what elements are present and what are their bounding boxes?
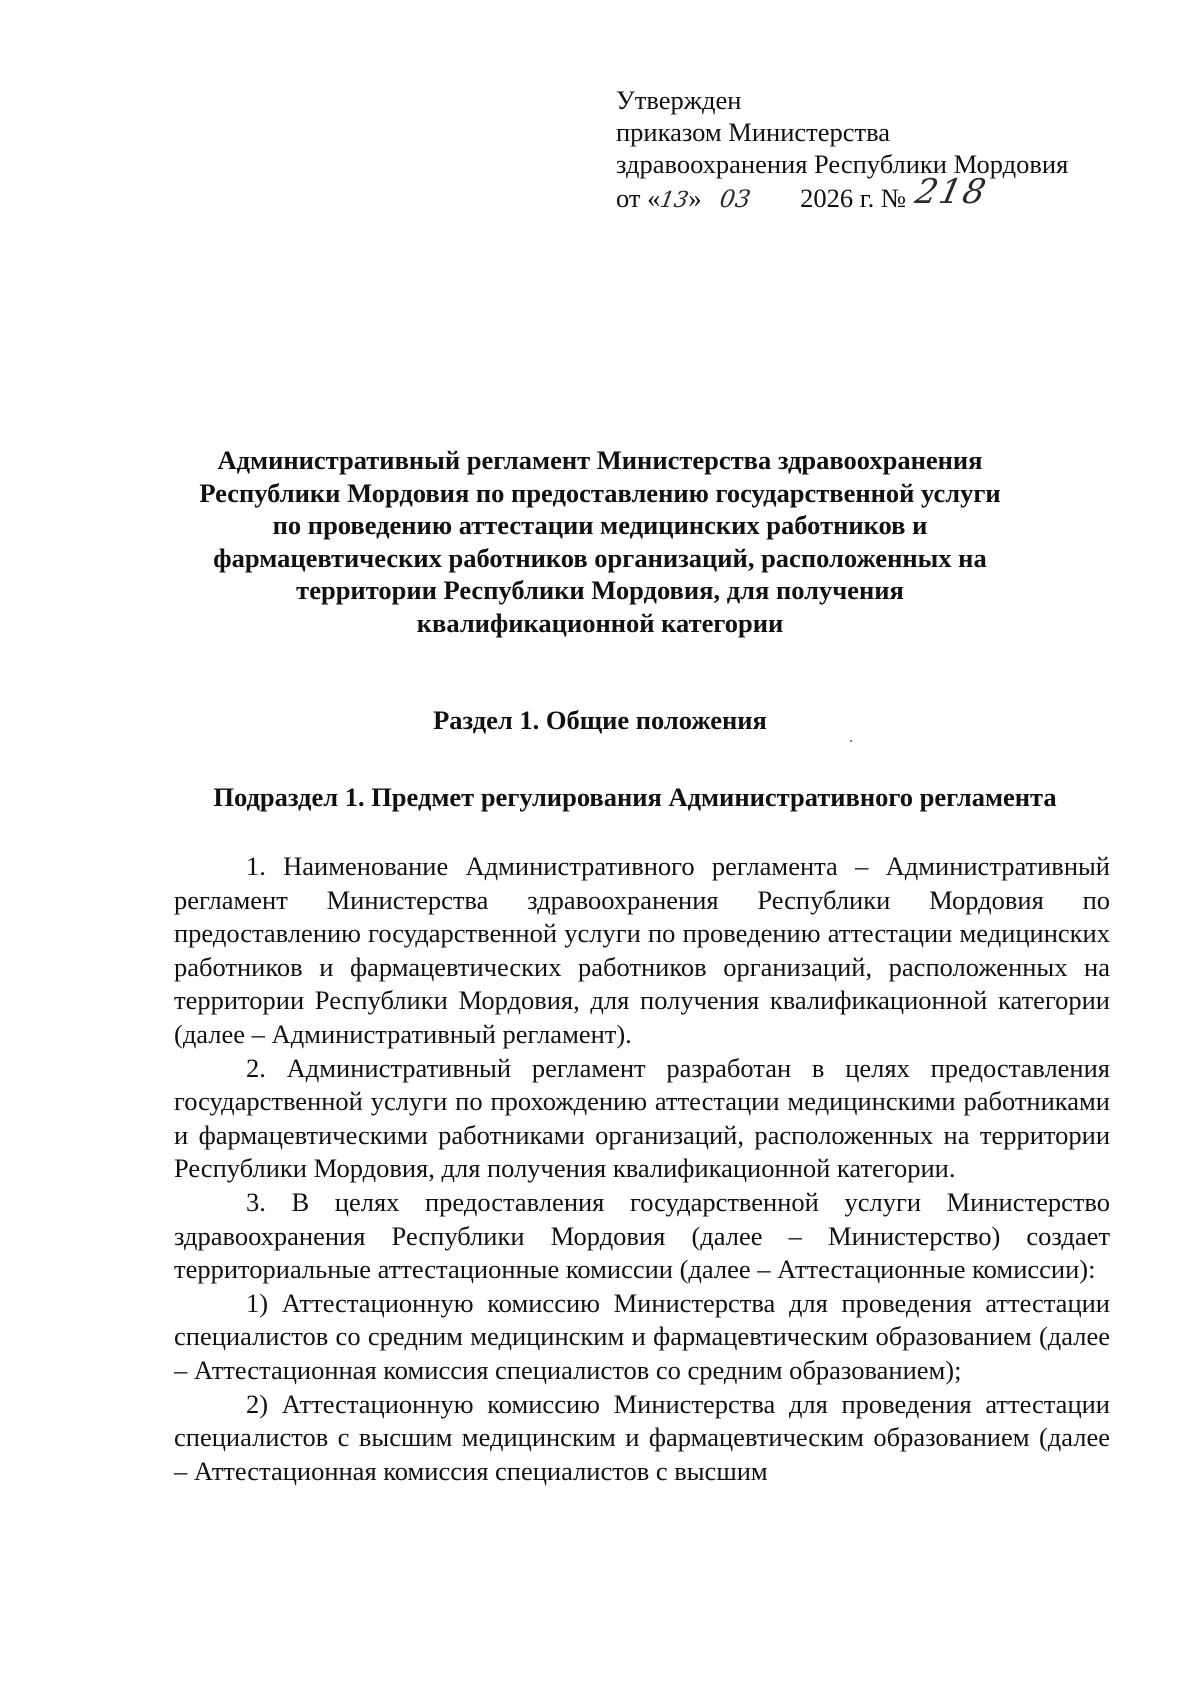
title-line-1: Административный регламент Министерства здравоохранения (217, 445, 983, 475)
approval-block (616, 84, 1068, 217)
date-year: 2026 г. (800, 183, 875, 213)
date-day-handwritten: 13 (658, 188, 691, 213)
title-line-2: Республики Мордовия по предоставлению государственной услуги (199, 477, 1001, 508)
scan-speck (850, 740, 852, 742)
paragraph-2: 2. Административный регламент разработан в целях предоставления государственной услуги по прохождению аттестации медицинскими работниками и фармацевтическими работниками организаций, расположенных на территории Республики Мордовия, для получения квалификационной категории. (174, 1052, 1110, 1184)
document-body (174, 850, 1110, 1488)
approval-line-3: здравоохранения Республики Мордовия (616, 149, 1069, 179)
approval-line-1: Утвержден (616, 85, 742, 115)
title-line-4: фармацевтических работников организаций, расположенных на (213, 542, 987, 573)
order-number-handwritten: 218 (911, 172, 992, 212)
title-line-3: по проведению аттестации медицинских работников и (272, 510, 928, 540)
paragraph-1: 1. Наименование Административного регламента – Административный регламент Министерства здравоохранения Республики Мордовия по предоставлению государственной услуги по проведению аттестации медицинских работников и фармацевтических работников организаций, расположенных на территории Республики Мордовия, для получения квалификационной категории (далее – Административный регламент). (174, 851, 1110, 1049)
date-close-quote: » (688, 183, 702, 213)
title-line-6: квалификационной категории (416, 607, 784, 638)
subsection-heading: Подраздел 1. Предмет регулирования Административного регламента (213, 782, 1057, 812)
number-sign: № (880, 183, 907, 213)
date-month-handwritten: 03 (717, 185, 753, 213)
title-line-5: территории Республики Мордовия, для получения (296, 575, 904, 605)
date-prefix: от « (616, 183, 661, 213)
list-item-1: 1) Аттестационную комиссию Министерства для проведения аттестации специалистов со средним медицинским и фармацевтическим образованием (далее – Аттестационная комиссия специалистов со средним образованием); (174, 1287, 1110, 1385)
approval-line-2: приказом Министерства (616, 117, 891, 147)
document-title (180, 444, 1020, 639)
paragraph-3: 3. В целях предоставления государственной услуги Министерство здравоохранения Республики Мордовия (далее – Министерство) создает территориальные аттестационные комиссии (далее – Аттестационные комиссии): (174, 1186, 1110, 1285)
section-heading: Раздел 1. Общие положения (433, 705, 767, 735)
list-item-2: 2) Аттестационную комиссию Министерства для проведения аттестации специалистов с высшим медицинским и фармацевтическим образованием (далее – Аттестационная комиссия специалистов с высшим (174, 1388, 1110, 1486)
approval-date-line (616, 172, 1068, 217)
